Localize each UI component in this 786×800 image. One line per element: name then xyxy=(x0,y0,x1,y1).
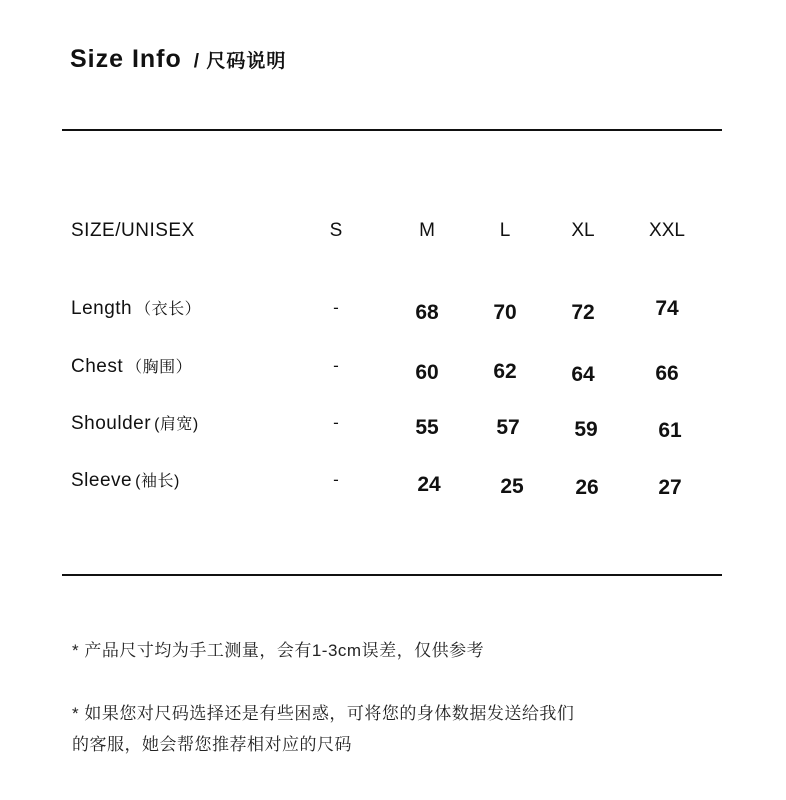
header-label: SIZE/UNISEX xyxy=(71,220,195,241)
measurement-value: 55 xyxy=(415,416,439,439)
note-text: 的客服，她会帮您推荐相对应的尺码 xyxy=(72,735,352,754)
size-column-header: S xyxy=(329,220,343,241)
row-label-cn: (袖长) xyxy=(135,473,180,490)
measurement-value: 24 xyxy=(417,473,441,496)
measurement-value: 74 xyxy=(655,297,679,320)
row-label xyxy=(71,294,201,324)
table-row xyxy=(0,409,786,442)
measurement-value: 62 xyxy=(493,360,517,383)
row-label-en: Shoulder xyxy=(71,413,152,434)
page-title: Size Info xyxy=(70,45,182,73)
table-row xyxy=(0,294,786,324)
measurement-value: 66 xyxy=(655,362,679,385)
size-column-header: M xyxy=(419,220,435,241)
note-text: * 产品尺寸均为手工测量，会有1-3cm误差，仅供参考 xyxy=(72,641,485,660)
row-label-cn: （衣长） xyxy=(135,301,202,318)
table-row xyxy=(0,466,786,499)
measurement-value: 60 xyxy=(415,361,439,384)
measurement-value: 61 xyxy=(658,419,682,442)
measurement-value: - xyxy=(333,413,339,432)
measurement-value: 26 xyxy=(575,476,599,499)
row-label-cn: (肩宽) xyxy=(154,416,199,433)
row-label xyxy=(71,466,180,496)
measurement-value: 25 xyxy=(500,475,524,498)
measurement-value: 70 xyxy=(493,301,517,324)
measurement-value: 57 xyxy=(496,416,520,439)
measurement-value: - xyxy=(333,298,339,317)
size-column-header: XXL xyxy=(649,220,685,241)
measurement-value: - xyxy=(333,356,339,375)
measurement-value: 64 xyxy=(571,363,595,386)
measurement-value: 72 xyxy=(571,301,595,324)
row-label-en: Length xyxy=(71,298,133,319)
table-header-row xyxy=(0,216,786,246)
table-row xyxy=(0,352,786,386)
measurement-value: 68 xyxy=(415,301,439,324)
row-label xyxy=(71,409,199,439)
note-text: * 如果您对尺码选择还是有些困惑，可将您的身体数据发送给我们 xyxy=(72,704,575,723)
page-subtitle: / 尺码说明 xyxy=(193,51,287,72)
size-column-header: XL xyxy=(571,220,595,241)
row-label-cn: （胸围） xyxy=(126,359,193,376)
divider-top xyxy=(62,129,722,131)
row-label xyxy=(71,352,192,382)
measurement-value: 27 xyxy=(658,476,682,499)
measurement-value: 59 xyxy=(574,418,598,441)
row-label-en: Sleeve xyxy=(71,470,133,491)
row-label-en: Chest xyxy=(71,356,124,377)
measurement-value: - xyxy=(333,470,339,489)
size-column-header: L xyxy=(499,220,511,241)
divider-bottom xyxy=(62,574,722,576)
title-block xyxy=(70,44,286,77)
